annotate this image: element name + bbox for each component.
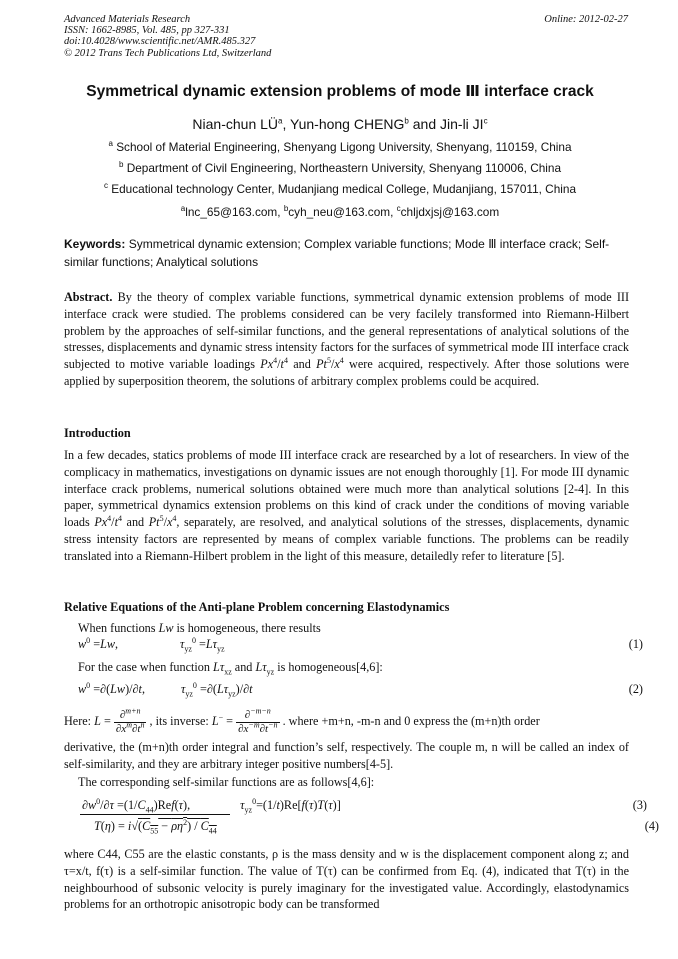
author-name: Yun-hong CHENG [290,116,405,132]
online-date: Online: 2012-02-27 [544,14,628,25]
operator-fraction: $\frac{\partial^{m+n}}{\partial x^m\partial t^n}$ [115,706,145,735]
journal-header [64,14,271,59]
author-name: Nian-chun LÜ [192,116,279,132]
text-paragraph: where C44, C55 are the elastic constants, ρ is the mass density and w is the displacement component along z; and τ=x/t, f(τ) is a self-similar function. The value of T(τ) can be confirmed from Eq. (4), indicated that T(τ) in the neighbourhood of subsonic velocity is purely imaginary for the investigated value. Accordingly, elastodynamics problems for an orthotropic anisotropic body can be transformed [64,847,629,912]
keywords-label: Keywords: [64,237,126,251]
text-line: When functions Lw is homogeneous, there results [78,621,321,635]
author-list: Nian-chun $LÜ^a$, Yun-hong CHENG$^b$ and Jin-li $JI^c$ [192,116,488,132]
paper-title: Symmetrical dynamic extension problems of mode Ⅲ interface crack [86,83,594,100]
equation-number: (3) [632,798,647,812]
affiliation: $^a$ School of Material Engineering, Shenyang Ligong University, Shenyang, 110159, China [108,139,572,154]
equation-number: (2) [628,682,643,696]
section-heading: Relative Equations of the Anti-plane Problem concerning Elastodynamics [64,600,450,614]
text-paragraph: derivative, the (m+n)th order integral and function’s self, respectively. The couple m, n will be called an index of self-similarity, and they are arbitrary integer positive numbers[4-5]. [64,740,629,771]
section-heading: Introduction [64,426,131,440]
author-mark: b [404,116,409,126]
author-name: Jin-li JI [440,116,484,132]
equation-number: (4) [644,819,659,833]
keywords-text: Symmetrical dynamic extension; Complex variable functions; Mode Ⅲ interface crack; Self-similar functions; Analytical solutions [64,237,610,269]
equation-1: $w^0 =Lw$, $\tau_{yz}^0 =L\tau_{yz}$ (1) [78,635,643,654]
intro-paragraph: In a few decades, statics problems of mode III interface crack are researched by a lot of researchers. In view of the complicacy in mathematics, investigations on dynamic issues are not enough thoroughly [1]. For mode III dynamic interface crack problems, numerical solutions obtained were much more than analytical solutions [2-4]. In this paper, symmetrical dynamics extension problems on this kind of crack under the conditions of moving variable loads $Px^4/t^4$ and $Pt^5/x^4$, separately, are resolved, and analytical solutions of the stresses, displacements, dynamic stress intensity factors are represented by means of complex variable functions. The problems can be readily translated into a Riemann-Hilbert problem in the light of this measure, detailedly refer to literature [5]. [64,448,629,563]
doi-line: doi:10.4028/www.scientific.net/AMR.485.327 [64,36,256,48]
equation-3: $\partial w^0/\partial\tau =(1/C_{44})Ref(\tau)$, $\tau_{yz}^0=(1/t)Re[f(\tau)T(\tau)]$ (3) [82,796,647,815]
author-mark: a [278,116,283,126]
equation-4: $T(\eta) = i√(C_{55} - \rho\eta^2) / C_{44}$ (4) [94,817,659,836]
affiliation: $^b$ Department of Civil Engineering, Northeastern University, Shenyang 110006, China [118,160,562,175]
author-mark: c [483,116,488,126]
copyright-line: © 2012 Trans Tech Publications Ltd, Switzerland [64,47,272,59]
email-link[interactable]: cyh_neu@163.com [288,205,391,219]
equation-underline [80,814,230,815]
keywords-block [64,236,629,271]
equation-number: (1) [628,637,643,651]
issn-line: ISSN: 1662-8985, Vol. 485, pp 327-331 [64,25,230,37]
email-link[interactable]: chljdxjsj@163.com [400,205,500,219]
email-list: $^a$lnc_65@163.com, $^b$cyh_neu@163.com, $^c$chljdxjsj@163.com [180,204,500,219]
email-link[interactable]: lnc_65@163.com [185,205,278,219]
equation-2: $w^0 =\partial(Lw)/\partial t$, $\tau_{yz}^0 =\partial(L\tau_{yz})/\partial t$ (2) [78,680,643,699]
abstract: Abstract. By the theory of complex variable functions, symmetrical dynamic extension problems of mode III interface crack were studied. The problems considered can be very facilely transformed into Riemann-Hilbert problem by the approaches of self-similar functions, and the general representations of analytical solutions of the stresses, displacements and dynamic stress intensity factors for the surfaces of symmetrical mode III interface crack subjected to motive variable loadings $Px^4/t^4$ and $Pt^5/x^4$ were acquired, respectively. After those solutions were applied by superposition theorem, the solutions of arbitrary complex problems could be acquired. [64,290,630,388]
text-line: The corresponding self-similar functions are as follows[4,6]: [78,775,375,789]
text-line: For the case when function $L\tau_{xz}$ and $L\tau_{yz}$ is homogeneous[4,6]: [78,660,383,677]
inverse-operator-fraction: $\frac{\partial^{-m-n}}{\partial x^{-m}\partial t^{-n}}$ [238,706,278,735]
affiliation: $^c$ Educational technology Center, Mudanjiang medical College, Mudanjiang, 157011, China [103,181,577,196]
journal-name: Advanced Materials Research [64,14,191,25]
abstract-label: Abstract. [64,290,113,304]
operator-definition: Here: L = $\frac{\partial^{m+n}}{\partial x^m\partial t^n}$ , its inverse: L− = $\frac{\partial^{-m-n}}{\partial x^{-m}\partial t^{-n}}$ . where +m+n, -m-n and 0 express the (m+n)th order [64,706,540,735]
